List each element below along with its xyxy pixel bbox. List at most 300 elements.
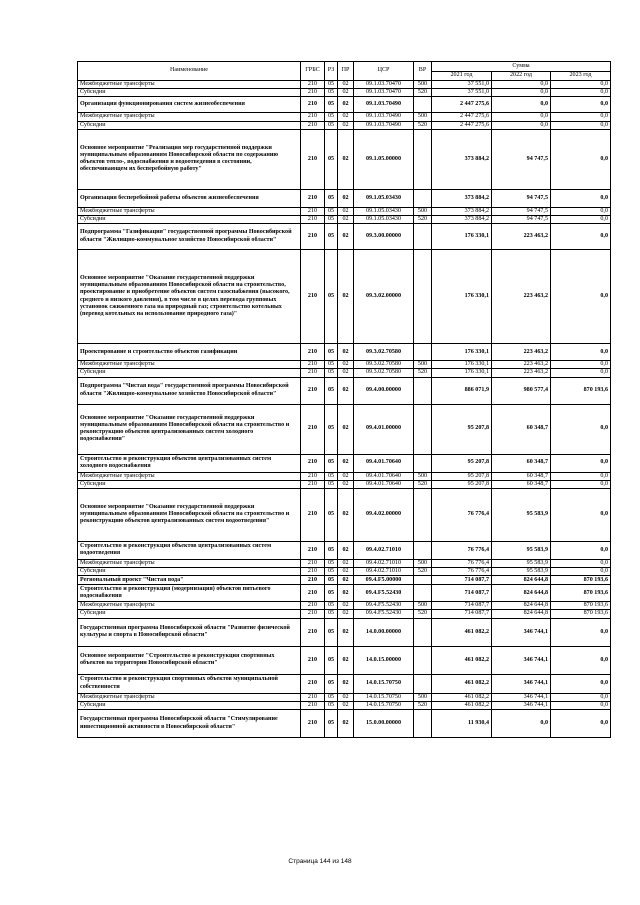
cell-vr: 500 <box>414 602 432 610</box>
header-year-2021: 2021 год <box>432 72 492 81</box>
cell-sum-2022: 94 747,5 <box>492 215 551 223</box>
cell-sum-2022: 824 644,8 <box>492 610 551 618</box>
cell-pr: 02 <box>338 404 354 454</box>
cell-sum-2023: 0,0 <box>551 189 611 207</box>
cell-name: Государственная программа Новосибирской области "Развитие физической культуры и спорта в Новосибирской области" <box>78 618 301 646</box>
cell-grbs: 210 <box>301 576 325 585</box>
cell-rz: 05 <box>325 404 338 454</box>
cell-vr <box>414 710 432 738</box>
cell-rz: 05 <box>325 472 338 480</box>
cell-vr: 500 <box>414 361 432 369</box>
cell-vr <box>414 129 432 189</box>
cell-sum-2021: 2 447 275,6 <box>432 121 492 129</box>
cell-csr: 09.3.02.00000 <box>354 250 414 344</box>
cell-sum-2023: 0,0 <box>551 224 611 250</box>
cell-sum-2021: 95 207,8 <box>432 404 492 454</box>
cell-grbs: 210 <box>301 207 325 215</box>
cell-pr: 02 <box>338 472 354 480</box>
cell-pr: 02 <box>338 693 354 701</box>
cell-sum-2022: 346 744,1 <box>492 693 551 701</box>
table-row <box>78 207 611 215</box>
cell-sum-2023: 0,0 <box>551 369 611 377</box>
cell-grbs: 210 <box>301 568 325 576</box>
cell-name: Строительство и реконструкция (модернизация) объектов питьевого водоснабжения <box>78 585 301 602</box>
cell-name: Подпрограмма "Газификация" государственной программы Новосибирской области "Жилищно-коммунальное хозяйство Новосибирской области" <box>78 224 301 250</box>
cell-grbs: 210 <box>301 585 325 602</box>
cell-rz: 05 <box>325 129 338 189</box>
cell-vr <box>414 189 432 207</box>
cell-pr: 02 <box>338 602 354 610</box>
cell-vr: 500 <box>414 207 432 215</box>
cell-sum-2022: 223 463,2 <box>492 361 551 369</box>
cell-csr: 09.1.05.03430 <box>354 215 414 223</box>
cell-rz: 05 <box>325 89 338 97</box>
cell-grbs: 210 <box>301 250 325 344</box>
table-row <box>78 568 611 576</box>
cell-csr: 09.4.00.00000 <box>354 377 414 404</box>
cell-sum-2022: 60 348,7 <box>492 404 551 454</box>
cell-rz: 05 <box>325 541 338 559</box>
table-row <box>78 559 611 567</box>
cell-sum-2022: 0,0 <box>492 113 551 121</box>
cell-grbs: 210 <box>301 361 325 369</box>
header-grbs: ГРБС <box>301 62 325 81</box>
table-row <box>78 129 611 189</box>
table-body <box>78 81 611 738</box>
cell-csr: 09.4.F5.00000 <box>354 576 414 585</box>
cell-sum-2021: 461 082,2 <box>432 618 492 646</box>
cell-vr <box>414 541 432 559</box>
cell-csr: 14.0.15.00000 <box>354 646 414 674</box>
cell-grbs: 210 <box>301 646 325 674</box>
table-row <box>78 701 611 709</box>
table-row <box>78 189 611 207</box>
cell-name: Межбюджетные трансферты <box>78 559 301 567</box>
cell-sum-2022: 223 463,2 <box>492 369 551 377</box>
cell-name: Организация бесперебойной работы объектов жизнеобеспечения <box>78 189 301 207</box>
cell-csr: 09.4.F5.52430 <box>354 610 414 618</box>
cell-name: Межбюджетные трансферты <box>78 361 301 369</box>
cell-sum-2021: 176 330,1 <box>432 250 492 344</box>
cell-vr <box>414 224 432 250</box>
cell-sum-2021: 2 447 275,6 <box>432 97 492 113</box>
table-row <box>78 618 611 646</box>
cell-grbs: 210 <box>301 404 325 454</box>
cell-sum-2023: 0,0 <box>551 568 611 576</box>
table-row <box>78 710 611 738</box>
table-row <box>78 81 611 89</box>
cell-grbs: 210 <box>301 89 325 97</box>
cell-sum-2021: 95 207,8 <box>432 454 492 472</box>
cell-name: Субсидии <box>78 480 301 488</box>
cell-sum-2021: 76 776,4 <box>432 559 492 567</box>
cell-csr: 09.4.01.70640 <box>354 454 414 472</box>
header-year-2023: 2023 год <box>551 72 611 81</box>
cell-grbs: 210 <box>301 121 325 129</box>
cell-sum-2021: 714 087,7 <box>432 585 492 602</box>
cell-sum-2022: 223 463,2 <box>492 344 551 361</box>
cell-sum-2022: 824 644,8 <box>492 602 551 610</box>
cell-sum-2022: 60 348,7 <box>492 454 551 472</box>
cell-sum-2022: 346 744,1 <box>492 701 551 709</box>
cell-sum-2022: 0,0 <box>492 97 551 113</box>
cell-rz: 05 <box>325 602 338 610</box>
cell-pr: 02 <box>338 224 354 250</box>
cell-csr: 09.3.00.00000 <box>354 224 414 250</box>
header-rz: РЗ <box>325 62 338 81</box>
table-row <box>78 215 611 223</box>
cell-sum-2021: 373 884,2 <box>432 189 492 207</box>
header-row-top <box>78 62 611 72</box>
cell-vr: 520 <box>414 215 432 223</box>
table-row <box>78 454 611 472</box>
cell-vr <box>414 454 432 472</box>
cell-pr: 02 <box>338 250 354 344</box>
cell-grbs: 210 <box>301 377 325 404</box>
cell-sum-2023: 870 193,6 <box>551 585 611 602</box>
cell-pr: 02 <box>338 618 354 646</box>
cell-rz: 05 <box>325 97 338 113</box>
cell-sum-2023: 0,0 <box>551 344 611 361</box>
cell-sum-2021: 95 207,8 <box>432 472 492 480</box>
cell-csr: 09.3.02.70580 <box>354 344 414 361</box>
cell-vr: 520 <box>414 701 432 709</box>
cell-rz: 05 <box>325 215 338 223</box>
table-row <box>78 585 611 602</box>
table-row <box>78 646 611 674</box>
cell-sum-2023: 870 193,6 <box>551 576 611 585</box>
cell-sum-2022: 95 583,9 <box>492 541 551 559</box>
cell-sum-2022: 0,0 <box>492 121 551 129</box>
table-row <box>78 121 611 129</box>
cell-sum-2023: 0,0 <box>551 129 611 189</box>
cell-sum-2021: 37 551,0 <box>432 81 492 89</box>
cell-vr: 500 <box>414 113 432 121</box>
cell-sum-2023: 0,0 <box>551 710 611 738</box>
cell-grbs: 210 <box>301 97 325 113</box>
table-row <box>78 224 611 250</box>
cell-pr: 02 <box>338 129 354 189</box>
cell-sum-2021: 95 207,8 <box>432 480 492 488</box>
cell-csr: 09.4.02.71010 <box>354 541 414 559</box>
table-row <box>78 472 611 480</box>
table-row <box>78 361 611 369</box>
cell-pr: 02 <box>338 81 354 89</box>
header-name: Наименование <box>78 62 301 81</box>
cell-csr: 09.4.02.71010 <box>354 559 414 567</box>
cell-pr: 02 <box>338 113 354 121</box>
cell-rz: 05 <box>325 369 338 377</box>
table-row <box>78 97 611 113</box>
cell-vr <box>414 404 432 454</box>
cell-pr: 02 <box>338 89 354 97</box>
table-row <box>78 674 611 693</box>
cell-csr: 09.4.02.71010 <box>354 568 414 576</box>
cell-name: Государственная программа Новосибирской области "Стимулирование инвестиционной активности в Новосибирской области" <box>78 710 301 738</box>
cell-sum-2023: 0,0 <box>551 207 611 215</box>
cell-sum-2023: 0,0 <box>551 361 611 369</box>
cell-sum-2021: 461 082,2 <box>432 701 492 709</box>
cell-rz: 05 <box>325 454 338 472</box>
cell-csr: 09.4.F5.52430 <box>354 602 414 610</box>
cell-vr: 520 <box>414 568 432 576</box>
cell-vr: 500 <box>414 693 432 701</box>
cell-vr: 520 <box>414 121 432 129</box>
cell-csr: 14.0.00.00000 <box>354 618 414 646</box>
cell-rz: 05 <box>325 121 338 129</box>
cell-pr: 02 <box>338 189 354 207</box>
cell-sum-2023: 0,0 <box>551 701 611 709</box>
cell-vr <box>414 488 432 541</box>
cell-csr: 09.3.02.70580 <box>354 369 414 377</box>
cell-name: Организация функционирования систем жизнеобеспечения <box>78 97 301 113</box>
cell-grbs: 210 <box>301 710 325 738</box>
cell-grbs: 210 <box>301 674 325 693</box>
cell-rz: 05 <box>325 576 338 585</box>
table-row <box>78 250 611 344</box>
cell-grbs: 210 <box>301 701 325 709</box>
cell-sum-2021: 461 082,2 <box>432 693 492 701</box>
cell-rz: 05 <box>325 189 338 207</box>
cell-grbs: 210 <box>301 344 325 361</box>
cell-sum-2022: 94 747,5 <box>492 207 551 215</box>
cell-rz: 05 <box>325 344 338 361</box>
table-row <box>78 693 611 701</box>
table-row <box>78 369 611 377</box>
cell-sum-2021: 76 776,4 <box>432 488 492 541</box>
cell-vr <box>414 585 432 602</box>
budget-table <box>77 61 611 738</box>
cell-pr: 02 <box>338 541 354 559</box>
cell-csr: 09.4.01.00000 <box>354 404 414 454</box>
cell-rz: 05 <box>325 710 338 738</box>
cell-pr: 02 <box>338 207 354 215</box>
cell-name: Подпрограмма "Чистая вода" государственной программы Новосибирской области "Жилищно-коммунальное хозяйство Новосибирской области" <box>78 377 301 404</box>
cell-vr <box>414 576 432 585</box>
header-year-2022: 2022 год <box>492 72 551 81</box>
cell-sum-2023: 0,0 <box>551 89 611 97</box>
cell-pr: 02 <box>338 710 354 738</box>
cell-vr: 500 <box>414 559 432 567</box>
cell-vr <box>414 674 432 693</box>
cell-pr: 02 <box>338 97 354 113</box>
cell-pr: 02 <box>338 480 354 488</box>
cell-sum-2022: 346 744,1 <box>492 674 551 693</box>
cell-csr: 14.0.15.70750 <box>354 693 414 701</box>
cell-sum-2023: 0,0 <box>551 559 611 567</box>
cell-csr: 09.1.03.70470 <box>354 81 414 89</box>
cell-name: Основное мероприятие "Реализация мер государственной поддержки муниципальным образованиям Новосибирской области по содержанию объектов тепло-, водоснабжения и водоотведения в состоянии, обеспечивающем их бесперебойную работу" <box>78 129 301 189</box>
page-number: Страница 144 из 148 <box>288 858 352 865</box>
cell-sum-2022: 346 744,1 <box>492 646 551 674</box>
cell-rz: 05 <box>325 585 338 602</box>
table-row <box>78 541 611 559</box>
cell-name: Субсидии <box>78 121 301 129</box>
cell-csr: 09.4.01.70640 <box>354 472 414 480</box>
cell-sum-2022: 95 583,9 <box>492 568 551 576</box>
cell-csr: 09.1.05.00000 <box>354 129 414 189</box>
cell-sum-2022: 0,0 <box>492 710 551 738</box>
cell-sum-2021: 76 776,4 <box>432 568 492 576</box>
cell-rz: 05 <box>325 568 338 576</box>
cell-rz: 05 <box>325 674 338 693</box>
cell-sum-2023: 0,0 <box>551 541 611 559</box>
cell-grbs: 210 <box>301 454 325 472</box>
cell-name: Субсидии <box>78 215 301 223</box>
cell-vr: 500 <box>414 81 432 89</box>
cell-sum-2022: 95 583,9 <box>492 488 551 541</box>
cell-sum-2023: 0,0 <box>551 488 611 541</box>
cell-vr: 500 <box>414 472 432 480</box>
cell-grbs: 210 <box>301 480 325 488</box>
cell-sum-2021: 373 884,2 <box>432 207 492 215</box>
cell-name: Региональный проект "Чистая вода" <box>78 576 301 585</box>
cell-sum-2023: 0,0 <box>551 97 611 113</box>
cell-sum-2022: 824 644,8 <box>492 585 551 602</box>
cell-grbs: 210 <box>301 224 325 250</box>
table-row <box>78 404 611 454</box>
cell-rz: 05 <box>325 361 338 369</box>
cell-rz: 05 <box>325 488 338 541</box>
cell-sum-2021: 373 884,2 <box>432 129 492 189</box>
table-row <box>78 113 611 121</box>
cell-name: Межбюджетные трансферты <box>78 113 301 121</box>
cell-sum-2021: 461 082,2 <box>432 646 492 674</box>
cell-sum-2023: 0,0 <box>551 404 611 454</box>
cell-name: Межбюджетные трансферты <box>78 693 301 701</box>
cell-vr <box>414 646 432 674</box>
cell-sum-2021: 461 082,2 <box>432 674 492 693</box>
cell-csr: 09.3.02.70580 <box>354 361 414 369</box>
cell-pr: 02 <box>338 121 354 129</box>
cell-pr: 02 <box>338 568 354 576</box>
cell-name: Межбюджетные трансферты <box>78 472 301 480</box>
cell-sum-2023: 0,0 <box>551 113 611 121</box>
cell-pr: 02 <box>338 646 354 674</box>
cell-sum-2022: 94 747,5 <box>492 189 551 207</box>
table-row <box>78 488 611 541</box>
cell-grbs: 210 <box>301 559 325 567</box>
cell-grbs: 210 <box>301 189 325 207</box>
cell-vr: 520 <box>414 480 432 488</box>
cell-sum-2022: 95 583,9 <box>492 559 551 567</box>
cell-name: Межбюджетные трансферты <box>78 207 301 215</box>
cell-csr: 09.1.05.03430 <box>354 189 414 207</box>
cell-csr: 14.0.15.70750 <box>354 674 414 693</box>
cell-pr: 02 <box>338 369 354 377</box>
cell-pr: 02 <box>338 576 354 585</box>
cell-sum-2021: 76 776,4 <box>432 541 492 559</box>
cell-rz: 05 <box>325 618 338 646</box>
cell-sum-2022: 94 747,5 <box>492 129 551 189</box>
cell-csr: 14.0.15.70750 <box>354 701 414 709</box>
cell-sum-2021: 37 551,0 <box>432 89 492 97</box>
cell-sum-2023: 0,0 <box>551 480 611 488</box>
cell-rz: 05 <box>325 113 338 121</box>
cell-grbs: 210 <box>301 81 325 89</box>
table-row <box>78 89 611 97</box>
header-csr: ЦСР <box>354 62 414 81</box>
cell-sum-2023: 0,0 <box>551 215 611 223</box>
table-row <box>78 610 611 618</box>
cell-rz: 05 <box>325 701 338 709</box>
cell-rz: 05 <box>325 81 338 89</box>
cell-sum-2021: 176 330,1 <box>432 224 492 250</box>
table-row <box>78 576 611 585</box>
cell-pr: 02 <box>338 344 354 361</box>
cell-pr: 02 <box>338 361 354 369</box>
cell-sum-2023: 0,0 <box>551 81 611 89</box>
header-sum: Сумма <box>432 62 611 72</box>
cell-name: Межбюджетные трансферты <box>78 602 301 610</box>
cell-vr <box>414 250 432 344</box>
cell-grbs: 210 <box>301 610 325 618</box>
cell-sum-2021: 176 330,1 <box>432 361 492 369</box>
cell-sum-2021: 2 447 275,6 <box>432 113 492 121</box>
cell-name: Строительство и реконструкция спортивных объектов муниципальной собственности <box>78 674 301 693</box>
cell-rz: 05 <box>325 693 338 701</box>
cell-name: Основное мероприятие "Оказание государственной поддержки муниципальным образованиям Новосибирской области на строительство и реконструкцию объектов централизованных систем водоотведения" <box>78 488 301 541</box>
table-row <box>78 602 611 610</box>
cell-rz: 05 <box>325 224 338 250</box>
cell-csr: 09.1.03.70490 <box>354 121 414 129</box>
cell-sum-2023: 0,0 <box>551 674 611 693</box>
cell-csr: 09.1.03.70470 <box>354 89 414 97</box>
cell-sum-2023: 0,0 <box>551 618 611 646</box>
cell-grbs: 210 <box>301 602 325 610</box>
cell-sum-2021: 11 930,4 <box>432 710 492 738</box>
cell-name: Основное мероприятие "Оказание государственной поддержки муниципальным образованиям Новосибирской области на строительство, проектирование и приобретение объектов систем газоснабжения (высокого, среднего и низкого давления), в том числе в целях перевода групповых установок сжиженного газа на природный газ; строительство котельных (перевод котельных на использование природного газа)" <box>78 250 301 344</box>
cell-name: Субсидии <box>78 610 301 618</box>
cell-sum-2023: 870 193,6 <box>551 602 611 610</box>
cell-name: Субсидии <box>78 369 301 377</box>
cell-sum-2022: 824 644,8 <box>492 576 551 585</box>
cell-name: Субсидии <box>78 89 301 97</box>
cell-csr: 09.1.03.70490 <box>354 97 414 113</box>
cell-vr <box>414 344 432 361</box>
cell-pr: 02 <box>338 377 354 404</box>
cell-vr: 520 <box>414 369 432 377</box>
cell-grbs: 210 <box>301 113 325 121</box>
cell-csr: 15.0.00.00000 <box>354 710 414 738</box>
cell-rz: 05 <box>325 207 338 215</box>
cell-sum-2022: 223 463,2 <box>492 224 551 250</box>
cell-sum-2022: 0,0 <box>492 81 551 89</box>
cell-sum-2022: 980 577,4 <box>492 377 551 404</box>
cell-sum-2021: 714 087,7 <box>432 576 492 585</box>
cell-sum-2021: 373 884,2 <box>432 215 492 223</box>
cell-sum-2021: 176 330,1 <box>432 369 492 377</box>
cell-grbs: 210 <box>301 618 325 646</box>
cell-grbs: 210 <box>301 129 325 189</box>
cell-pr: 02 <box>338 488 354 541</box>
cell-name: Проектирование и строительство объектов газификации <box>78 344 301 361</box>
cell-rz: 05 <box>325 480 338 488</box>
header-pr: ПР <box>338 62 354 81</box>
cell-vr <box>414 618 432 646</box>
cell-csr: 09.1.05.03430 <box>354 207 414 215</box>
cell-rz: 05 <box>325 610 338 618</box>
cell-sum-2022: 60 348,7 <box>492 472 551 480</box>
cell-sum-2023: 0,0 <box>551 454 611 472</box>
cell-sum-2022: 0,0 <box>492 89 551 97</box>
cell-pr: 02 <box>338 610 354 618</box>
cell-pr: 02 <box>338 215 354 223</box>
cell-csr: 09.4.F5.52430 <box>354 585 414 602</box>
cell-csr: 09.4.02.00000 <box>354 488 414 541</box>
cell-grbs: 210 <box>301 488 325 541</box>
cell-grbs: 210 <box>301 472 325 480</box>
